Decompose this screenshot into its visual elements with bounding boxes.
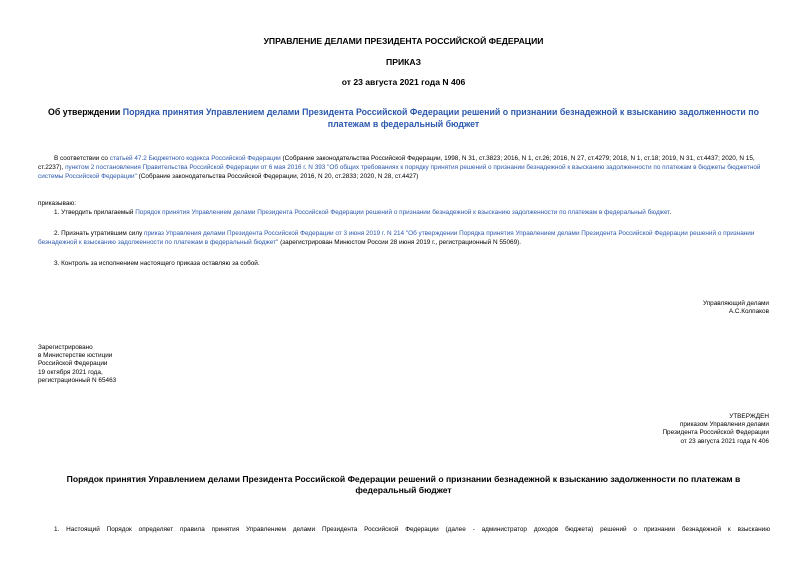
preamble-text-1: В соответствии со: [54, 155, 110, 162]
signature-block: [469, 300, 769, 316]
item-1-text: 1. Утвердить прилагаемый: [54, 209, 136, 216]
registration-line-2: в Министерстве юстиции: [38, 352, 113, 360]
approval-line-2: приказом Управления делами: [679, 421, 769, 429]
government-decree-link[interactable]: пунктом 2 постановления Правительства Российской Федерации от 6 мая 2016 г. N 393 "Об общих требованиях к порядку принятия решений о признании безнадежной к взысканию задолженности по платежам в бюджеты бюджетной системы Российской Федерации": [38, 164, 761, 180]
signature-position: Управляющий делами: [702, 300, 769, 307]
procedure-title: Порядок принятия Управлением делами Президента Российской Федерации решений о признании безнадежной к взысканию задолженности по платежам в федеральный бюджет: [66, 474, 741, 495]
registration-block: [38, 344, 238, 385]
item-2: [38, 229, 770, 247]
preamble-text-3: (Собрание законодательства Российской Федерации, 2016, N 20, ст.2833; 2020, N 28, ст.4427): [136, 173, 419, 180]
preamble-paragraph: [38, 154, 770, 181]
repealed-order-link[interactable]: приказ Управления делами Президента Российской Федерации от 3 июня 2019 г. N 214 "Об утверждении Порядка принятия Управлением делами Президента Российской Федерации решений о признании безнадежной к взысканию задолженности по платежам в федеральный бюджет": [38, 230, 755, 246]
item-1-link[interactable]: Порядок принятия Управлением делами Президента Российской Федерации решений о признании безнадежной к взысканию задолженности по платежам в федеральный бюджет: [135, 209, 670, 216]
budget-code-link[interactable]: статьей 47.2 Бюджетного кодекса Российской Федерации: [109, 155, 281, 162]
registration-line-5: регистрационный N 65463: [38, 376, 117, 384]
approval-block: [469, 413, 769, 446]
doc-type-heading: ПРИКАЗ: [386, 57, 421, 67]
order-title-prefix: Об утверждении: [48, 107, 123, 117]
registration-line-4: 19 октября 2021 года,: [38, 368, 103, 376]
procedure-paragraph-1: 1. Настоящий Порядок определяет правила принятия Управлением делами Президента Российской Федерации (далее - администратор доходов бюджета) решений о признании безнадежной к взысканию: [54, 526, 770, 533]
item-2-text: 2. Признать утратившим силу: [54, 230, 145, 237]
approval-line-1: УТВЕРЖДЕН: [729, 413, 769, 420]
signature-name: А.С.Колпаков: [728, 308, 769, 316]
item-1: [38, 208, 770, 217]
preamble-text-2: (Собрание законодательства Российской Федерации, 1998, N 31, ст.3823; 2016, N 1, ст.26; 2016, N 27, ст.4279; 2018, N 1, ст.18; 2019, N 31, ст.4437; 2020, N 15, ст.2237),: [38, 155, 755, 171]
registration-line-3: Российской Федерации: [38, 360, 108, 368]
procedure-link[interactable]: Порядка принятия Управлением делами Президента Российской Федерации решений о признании безнадежной к взысканию задолженности по платежам в федеральный бюджет: [122, 107, 759, 129]
order-word: приказываю:: [38, 200, 76, 207]
agency-heading: УПРАВЛЕНИЕ ДЕЛАМИ ПРЕЗИДЕНТА РОССИЙСКОЙ ФЕДЕРАЦИИ: [263, 36, 544, 46]
item-1-end: .: [669, 209, 672, 216]
order-date-number: от 23 августа 2021 года N 406: [341, 77, 466, 87]
approval-line-4: от 23 августа 2021 года N 406: [680, 437, 769, 445]
approval-line-3: Президента Российской Федерации: [662, 429, 769, 437]
registration-line-1: Зарегистрировано: [38, 344, 93, 351]
item-2-end: (зарегистрирован Минюстом России 28 июня 2019 г., регистрационный N 55069).: [278, 239, 522, 246]
order-title: [30, 106, 777, 130]
item-3: 3. Контроль за исполнением настоящего приказа оставляю за собой.: [54, 260, 260, 267]
